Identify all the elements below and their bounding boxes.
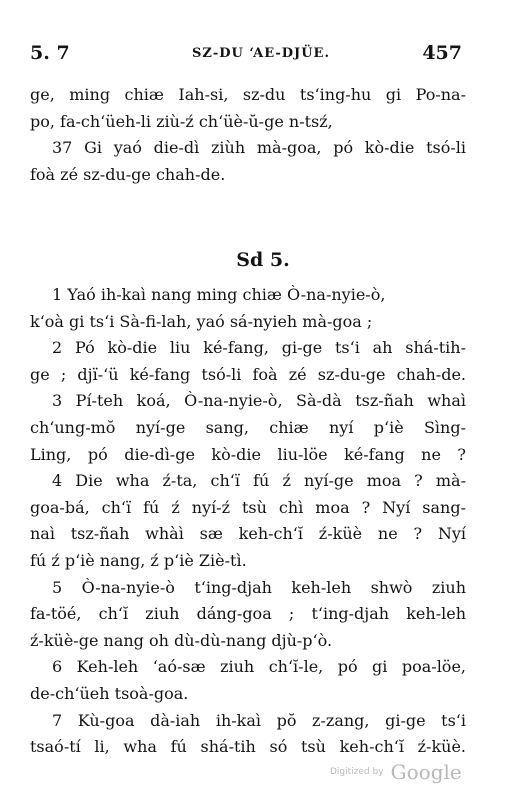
- text-line: fa-töé, ch‘ĭ ziuh dáng-goa ; t‘ing-djah keh-leh: [30, 604, 466, 624]
- text-line: Ling, pó die-dì-ge kò-die liu-löe ké-fang ne ?: [30, 444, 466, 464]
- previous-chapter-text: [30, 82, 466, 188]
- text-line: ź-küè-ge nang oh dù-dù-nang djù-p‘ò.: [30, 630, 333, 650]
- chapter-text: [30, 282, 466, 761]
- verse-line: 7 Kù-goa dà-iah ih-kaì pŏ z-zang, gi-ge ts‘i: [52, 710, 466, 730]
- text-line: foà zé sz-du-ge chah-de.: [30, 164, 226, 184]
- verse-line: 37 Gi yaó die-dì ziùh mà-goa, pó kò-die tsó-li: [52, 138, 466, 158]
- text-line: fú ź p‘iè nang, ź p‘iè Ziè-tì.: [30, 550, 247, 570]
- page-number: 457: [422, 42, 462, 64]
- running-head: [30, 42, 462, 66]
- watermark-caption: Digitized by: [330, 767, 384, 777]
- verse-line: 4 Die wha ź-ta, ch‘ï fú ź nyí-ge moa ? mà-: [52, 471, 466, 491]
- text-line: po, fa-ch‘üeh-li ziù-ź ch‘üè-ŭ-ge n-tsź,: [30, 111, 333, 131]
- text-line: naì tsz-ñah whàì sæ keh-ch‘ĭ ź-küè ne ? Nyí: [30, 524, 466, 544]
- verse-line: 6 Keh-leh ‘aó-sæ ziuh ch‘ĭ-le, pó gi poa-löe,: [52, 657, 466, 677]
- text-line: goa-bá, ch‘ï fú ź nyí-ź tsù chì moa ? Nyí sang-: [30, 497, 466, 517]
- text-line: ch‘ung-mŏ nyí-ge sang, chiæ nyí p‘iè Sìng-: [30, 417, 466, 437]
- text-line: de-ch‘üeh tsoà-goa.: [30, 683, 189, 703]
- chapter-heading: Sd 5.: [236, 249, 290, 271]
- digitized-watermark: [330, 760, 462, 784]
- verse-line: 3 Pí-teh koá, Ò-na-nyie-ò, Sà-dà tsz-ñah whaì: [52, 391, 466, 411]
- verse-line: 5 Ò-na-nyie-ò t‘ing-djah keh-leh shwò ziuh: [52, 577, 466, 597]
- text-line: k‘oà gi ts‘i Sà-fi-lah, yaó sá-nyieh mà-goa ;: [30, 311, 373, 331]
- text-line: ge ; djï-‘ü ké-fang tsó-li foà zé sz-du-ge chah-de.: [30, 364, 466, 384]
- text-line: ge, ming chiæ Iah-si, sz-du ts‘ing-hu gi Po-na-: [30, 85, 466, 104]
- text-line: tsaó-tí li, wha fú shá-tih só tsù keh-ch‘ĭ ź-küè.: [30, 737, 466, 757]
- verse-line: 1 Yaó ih-kaì nang ming chiæ Ò-na-nyie-ò,: [52, 285, 386, 304]
- google-logo: Google: [390, 760, 462, 784]
- verse-line: 2 Pó kò-die liu ké-fang, gi-ge ts‘i ah shá-tih-: [52, 338, 466, 358]
- book-title: SZ-DU ‘AE-DJÜE.: [192, 46, 330, 61]
- chapter-verse-ref: 5. 7: [30, 42, 70, 64]
